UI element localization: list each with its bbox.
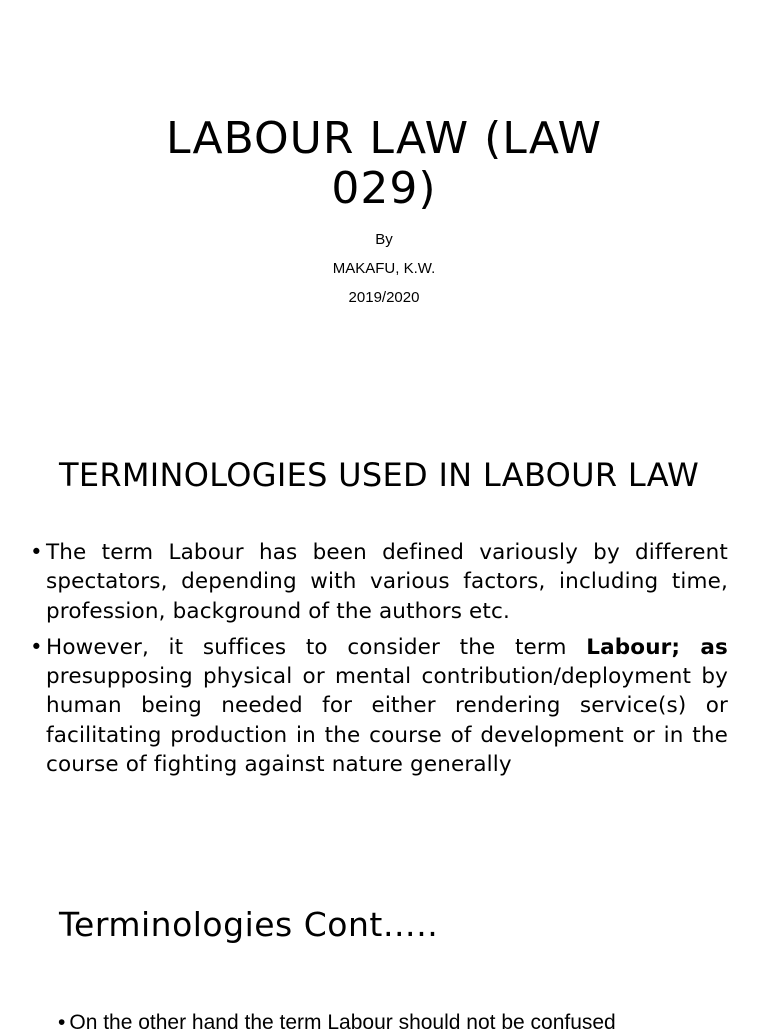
by-label: By [375, 231, 393, 248]
bullet-text-start: However, it suffices to consider the term [46, 634, 587, 660]
slide-title: TERMINOLOGIES USED IN LABOUR LAW [59, 456, 700, 494]
bullet-icon: • [30, 634, 43, 660]
academic-year: 2019/2020 [348, 289, 420, 306]
bold-term: Labour; as [586, 634, 728, 660]
bullet-text: On the other hand the term Labour should not be confused [69, 1011, 616, 1034]
bullet-item [30, 538, 728, 626]
bullet-text-end: presupposing physical or mental contribution/deployment by human being needed for either rendering service(s) or facilitating production in the course of development or in the course of fighting against nature generally [46, 664, 728, 778]
author-name: MAKAFU, K.W. [332, 260, 436, 277]
bullet-icon: • [30, 540, 43, 565]
terminologies-slide [0, 432, 768, 864]
terminologies-cont-slide [0, 864, 768, 1034]
bullet-item [58, 1010, 616, 1036]
bullet-text: The term Labour has been defined variously by different spectators, depending with various factors, including time, profession, background of the authors etc. [46, 540, 728, 624]
title-slide [0, 0, 768, 432]
bullet-icon: • [58, 1011, 66, 1034]
slide-title: Terminologies Cont….. [59, 905, 439, 944]
bullet-item [30, 633, 728, 779]
slide-title: LABOUR LAW (LAW 029) [165, 113, 603, 214]
bullet-list [30, 538, 728, 786]
